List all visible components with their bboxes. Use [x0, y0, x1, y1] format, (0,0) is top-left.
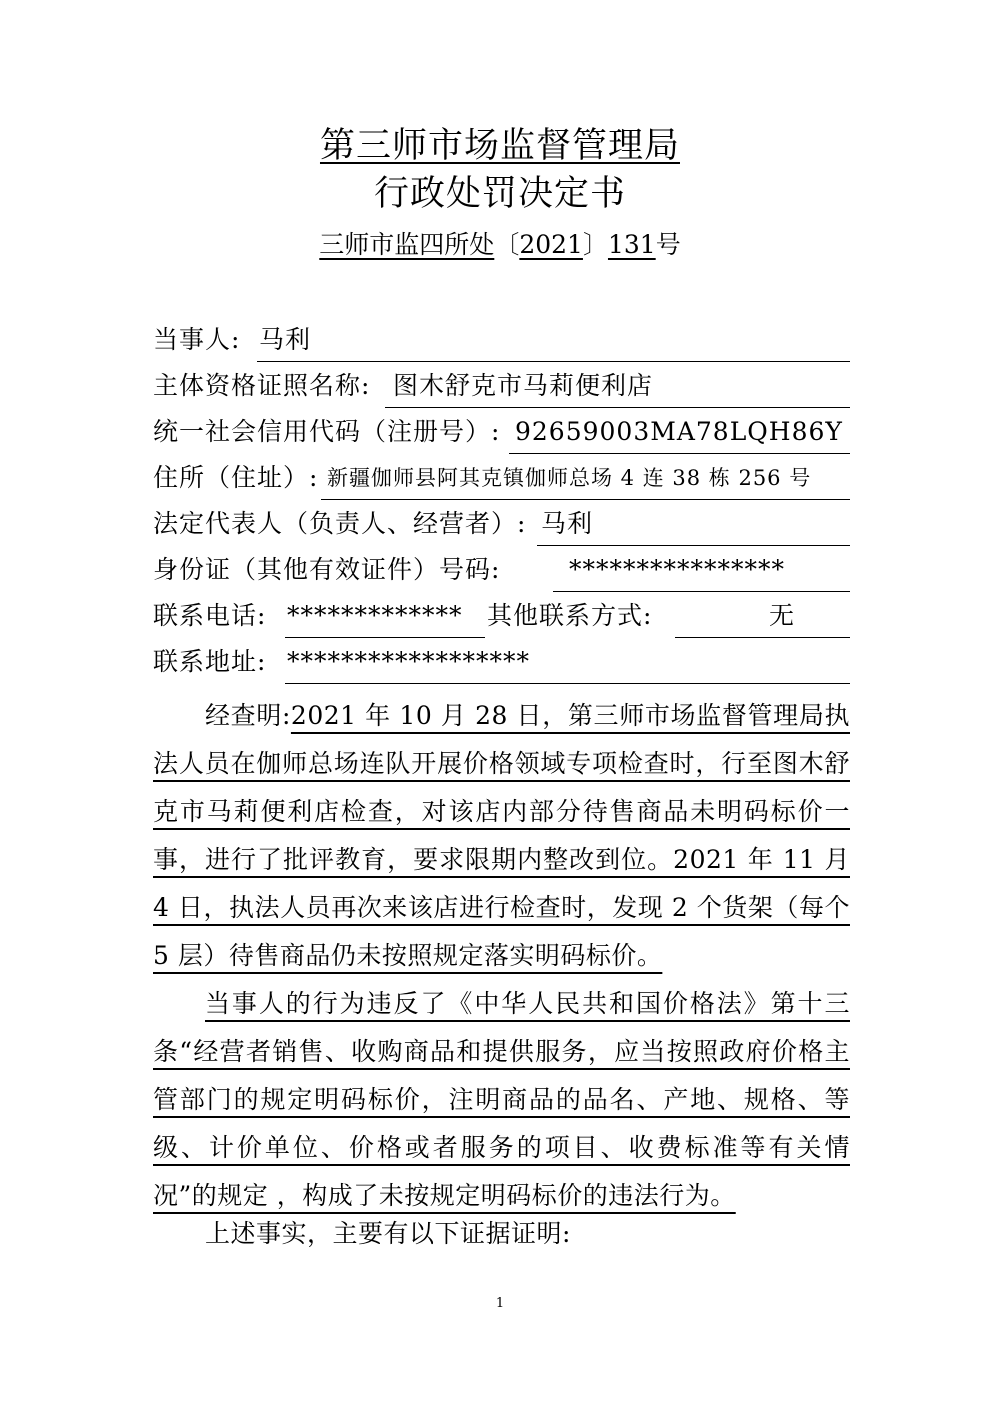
findings-text: 2021 年 10 月 28 日，第三师市场监督管理局执法人员在伽师总场连队开展价格领域专项检查时，行至图木舒克市马莉便利店检查，对该店内部分待售商品未明码标价一事，进行了批评教育，要求限期内整改到位。2021 年 11 月 4 日，执法人员再次来该店进行检查时，发现 2 个货架（每个 5 层）待售商品仍未按照规定落实明码标价。: [153, 701, 850, 970]
field-label: 法定代表人（负责人、经营者）:: [153, 509, 527, 538]
field-address: [153, 456, 850, 500]
document-title: 行政处罚决定书: [373, 174, 626, 214]
field-label-other-contact: 其他联系方式:: [487, 601, 653, 630]
field-label: 联系电话:: [153, 601, 267, 630]
doc-number-open-bracket: 〔: [494, 230, 520, 259]
field-value: 92659003MA78LQH86Y: [515, 417, 843, 446]
field-label: 住所（住址）:: [153, 463, 319, 492]
field-label: 联系地址:: [153, 647, 267, 676]
document-number: [0, 228, 1000, 262]
violation-text: 当事人的行为违反了《中华人民共和国价格法》第十三条“经营者销售、收购商品和提供服务，应当按照政府价格主管部门的规定明码标价，注明商品的品名、产地、规格、等级、计价单位、价格或者服务的项目、收费标准等有关情况”的规定 ，构成了未按规定明码标价的违法行为。: [153, 989, 850, 1210]
evidence-intro: 上述事实，主要有以下证据证明:: [205, 1219, 571, 1248]
page-number: 1: [495, 1296, 505, 1311]
field-value: *************: [287, 601, 463, 630]
field-party: [153, 318, 850, 362]
field-label: 主体资格证照名称:: [153, 371, 371, 400]
field-value-other-contact: 无: [769, 601, 796, 630]
findings-paragraph: [153, 692, 850, 980]
doc-number-prefix: 三师市监四所处: [319, 230, 495, 259]
field-value: ****************: [569, 555, 785, 584]
field-value: 图木舒克市马莉便利店: [393, 371, 654, 400]
field-label: 统一社会信用代码（注册号）:: [153, 417, 501, 446]
field-contact-address: [153, 640, 850, 684]
doc-number-close-bracket: 〕: [582, 230, 608, 259]
doc-number-suffix: 号: [655, 230, 681, 259]
violation-paragraph: [153, 980, 850, 1220]
field-label: 当事人:: [153, 325, 241, 354]
field-value: 新疆伽师县阿其克镇伽师总场 4 连 38 栋 256 号: [327, 466, 812, 490]
field-id-card: [153, 548, 850, 592]
document-title-org: [0, 124, 1000, 168]
title-org-underlined: 第三师市场监督管理局: [319, 126, 680, 166]
field-legal-representative: [153, 502, 850, 546]
field-label: 身份证（其他有效证件）号码:: [153, 555, 501, 584]
doc-number-num: 131: [607, 230, 656, 259]
field-phone: [153, 594, 850, 638]
field-value: 马利: [259, 325, 312, 354]
field-credit-code: [153, 410, 850, 454]
field-value: ******************: [287, 647, 530, 676]
field-license-name: [153, 364, 850, 408]
findings-lead: 经查明:: [205, 701, 291, 730]
field-value: 马利: [541, 509, 594, 538]
doc-number-year: 2021: [519, 230, 583, 259]
